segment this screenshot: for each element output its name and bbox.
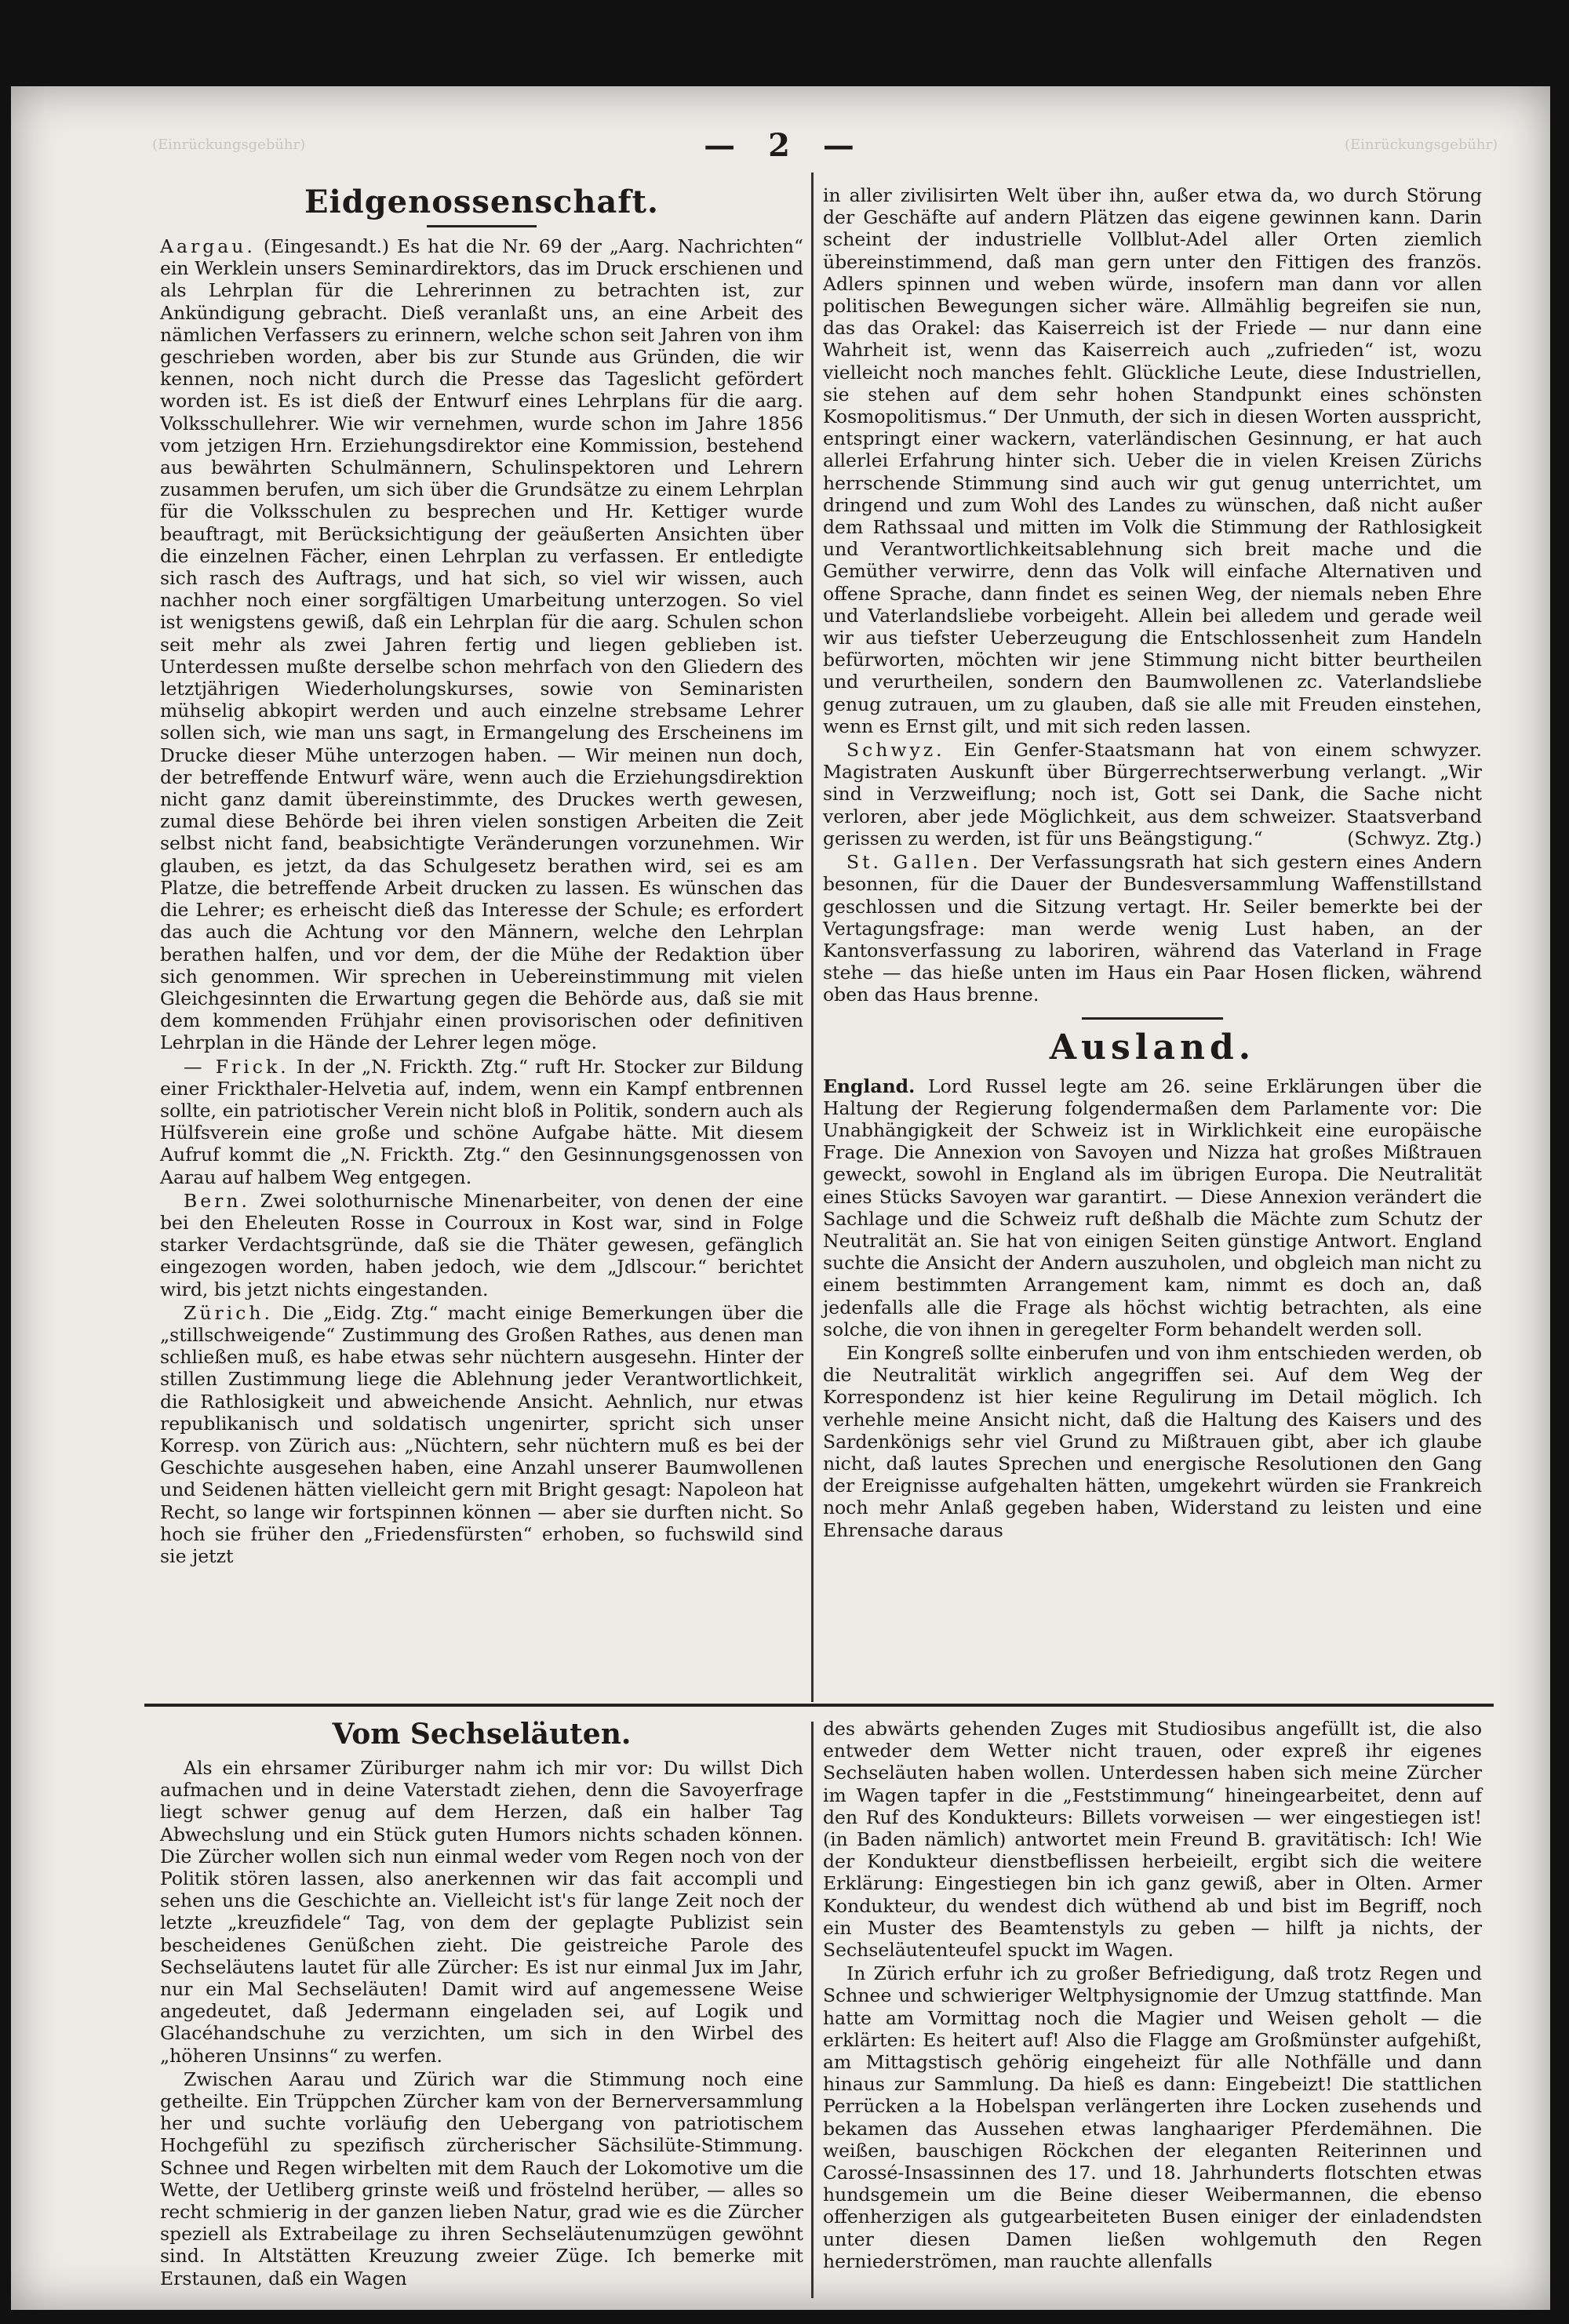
article-paragraph: in aller zivilisirten Welt über ihn, außer etwa da, wo durch Störung der Geschäfte auf andern Plätzen das eigene gewinnen kann. Darin scheint der industrielle Vollblut-Adel aller Orten ziemlich übereinstimmend, daß man gern unter den Fittigen des französ. Adlers spinnen und weben würde, insofern man dann vor allen politischen Bewegungen sicher wäre. Allmählig begreifen sie nun, das das Orakel: das Kaiserreich ist der Friede — nur dann eine Wahrheit ist, wenn das Kaiserreich auch „zufrieden“ ist, wozu vielleicht noch manches fehlt. Glückliche Leute, diese Industriellen, sie stehen auf dem sehr hohen Standpunkt eines schönsten Kosmopolitismus.“ Der Unmuth, der sich in diesen Worten ausspricht, entspringt einer wackern, vaterländischen Gesinnung, er hat auch allerlei Erfahrung hinter sich. Ueber die in vielen Kreisen Zürichs herrschende Stimmung sind auch wir gut genug unterrichtet, um dringend und zum Wohl des Landes zu wünschen, daß nicht außer dem Rathssaal und mitten im Volk die Stimmung der Rathlosigkeit und Verantwortlichkeitsablehnung sich breit mache und die Gemüther verwirre, denn das Volk will einfache Alternativen und offene Sprache, dann findet es seinen Weg, der niemals neben Ehre und Vaterlandsliebe vorbeigeht. Allein bei alledem und gerade weil wir aus tiefster Ueberzeugung die Entschlossenheit zum Handeln befürworten, möchten wir jene Stimmung nicht bitter beurtheilen und verurtheilen, sondern den Baumwollenen zc. Vaterlandsliebe genug zutrauen, um zu glauben, daß sie alle mit Freuden einstehen, wenn es Ernst gilt, und mit sich reden lassen.: [823, 184, 1482, 737]
article-paragraph: Ein Kongreß sollte einberufen und von ihm entschieden werden, ob die Neutralität wirklich angegriffen sei. Auf dem Weg der Korrespondenz ist hier keine Regulirung im Detail möglich. Ich verhehle meine Ansicht nicht, daß die Haltung des Kaisers und des Sardenkönigs sehr viel Grund zu Mißtrauen gibt, aber ich glaube nicht, daß lautes Sprechen und energische Resolutionen den Gang der Ereignisse aufgehalten hätten, umgekehrt würden sie Frankreich noch mehr Anlaß gegeben haben, Widerstand zu leisten und eine Ehrensache daraus: [823, 1341, 1482, 1541]
feuilleton-paragraph: Zwischen Aarau und Zürich war die Stimmung noch eine getheilte. Ein Trüppchen Zürcher kam von der Bernerversammlung her und suchte vorläufig den Uebergang von patriotischem Hochgefühl zu spezifisch zürcherischer Sächsilüte-Stimmung. Schnee und Regen wirbelten mit dem Rauch der Lokomotive um die Wette, der Uetliberg grinste weiß und fröstelnd herüber, — alles so recht schmierig in der ganzen lieben Natur, grad wie es die Zürcher speziell als Extrabeilage zu ihren Sechseläutenumzügen gewöhnt sind. In Altstätten Kreuzung zweier Züge. Ich bemerke mit Erstaunen, daß ein Wagen: [160, 2068, 803, 2289]
left-column: [160, 173, 803, 1569]
feuilleton-rule: [144, 1704, 1494, 1707]
section-rule: [1082, 1017, 1223, 1020]
section-heading: Ausland.: [1049, 1027, 1256, 1067]
heading-rule: [427, 225, 537, 227]
column-rule: [811, 173, 814, 1702]
section-heading: Eidgenossenschaft.: [304, 184, 659, 220]
article-paragraph: Aargau. (Eingesandt.) Es hat die Nr. 69 der „Aarg. Nachrichten“ ein Werklein unsers Seminardirektors, das im Druck erschienen und als Lehrplan für die Lehrerinnen zu betrachten ist, zur Ankündigung gebracht. Dieß veranlaßt uns, an eine Arbeit des nämlichen Verfassers zu erinnern, welche schon seit Jahren von ihm geschrieben worden, aber bis zur Stunde aus Gründen, die wir kennen, noch nicht durch die Presse das Tageslicht gefördert worden ist. Es ist dieß der Entwurf eines Lehrplans für die aarg. Volksschullehrer. Wie wir vernehmen, wurde schon im Jahre 1856 vom jetzigen Hrn. Erziehungsdirektor eine Kommission, bestehend aus bewährten Schulmännern, Schulinspektoren und Lehrern zusammen berufen, um sich über die Grundsätze zu einem Lehrplan für die Volksschulen zu besprechen und Hr. Kettiger wurde beauftragt, mit Berücksichtigung der geäußerten Ansichten über die einzelnen Fächer, einen Lehrplan zu verfassen. Er entledigte sich rasch des Auftrags, und hat sich, so viel wir wissen, auch nachher noch einer sorgfältigen Umarbeitung unterzogen. So viel ist wenigstens gewiß, daß ein Lehrplan für die aarg. Schulen schon seit mehr als zwei Jahren fertig und liegen geblieben ist. Unterdessen mußte derselbe schon mehrfach von den Gliedern des letztjährigen Wiederholungskurses, sowie von Seminaristen mühselig abkopirt werden und auch einzelne strebsame Lehrer sollen sich, wie man uns sagt, in Ermangelung des Erscheinens im Drucke dieser Mühe unterzogen haben. — Wir meinen nun doch, der betreffende Entwurf wäre, wenn auch die Erziehungsdirektion nicht ganz damit übereinstimmte, des Druckes werth gewesen, zumal diese Behörde bei ihren vielen sonstigen Arbeiten die Zeit selbst nicht fand, beabsichtigte Veränderungen vorzunehmen. Wir glauben, es jetzt, da das Schulgesetz berathen wird, sei es am Platze, die betreffende Arbeit drucken zu lassen. Es wünschen das die Lehrer; es erheischt dieß das Interesse der Schule; es erfordert das auch die Achtung vor den Männern, welche den Lehrplan berathen halfen, und vor dem, der die Mühe der Redaktion über sich genommen. Wir sprechen in Uebereinstimmung mit vielen Gleichgesinnten die Erwartung gegen die Behörde aus, daß sie mit dem kommenden Frühjahr einen provisorischen oder definitiven Lehrplan in die Hände der Lehrer legen möge.: [160, 235, 803, 1054]
feuilleton-paragraph: des abwärts gehenden Zuges mit Studiosibus angefüllt ist, die also entweder dem Wetter nicht trauen, oder expreß ihr eigenes Sechseläuten haben wollen. Unterdessen haben sich meine Zürcher im Wagen tapfer in die „Feststimmung“ hineingearbeitet, denn auf den Ruf des Kondukteurs: Billets vorweisen — wer eingestiegen ist! (in Baden nämlich) antwortet mein Freund B. gravitätisch: Ich! Wie der Kondukteur dienstbeflissen herbeieilt, ergibt sich die weitere Erklärung: Eingestiegen bin ich ganz gewiß, aber in Olten. Armer Kondukteur, du wendest dich wüthend ab und bist im Begriff, noch ein Muster des Beamtenstyls zu geben — hilft ja nichts, der Sechseläutenteufel spuckt im Wagen.: [823, 1718, 1482, 1962]
feuilleton-left-column: [160, 1718, 803, 2291]
feuilleton-paragraph: Als ein ehrsamer Züriburger nahm ich mir vor: Du willst Dich aufmachen und in deine Vaterstadt ziehen, denn die Savoyerfrage liegt schwer genug auf dem Herzen, daß ein halber Tag Abwechslung und ein Stück guten Humors nichts schaden können. Die Zürcher wollen sich nun einmal weder vom Regen noch von der Politik stören lassen, also anerkennen wir das fait accompli und sehen uns die Geschichte an. Vielleicht ist's für lange Zeit noch der letzte „kreuzfidele“ Tag, von dem der geplagte Publizist sein bescheidenes Genüßchen zieht. Die geistreiche Parole des Sechseläutens lautet für alle Zürcher: Es ist nur einmal Jux im Jahr, nur ein Mal Sechseläuten! Damit wird auf angemessene Weise angedeutet, daß Jedermann eingeladen sei, auf Logik und Glacéhandschuhe zu verzichten, um sich in den Wirbel des „höheren Unsinns“ zu werfen.: [160, 1757, 803, 2067]
dateline: England.: [823, 1075, 916, 1097]
dateline: St. Gallen.: [846, 851, 981, 874]
article-paragraph: Bern. Zwei solothurnische Minenarbeiter, von denen der eine bei den Eheleuten Rosse in Courroux in Kost war, sind in Folge starker Verdachtsgründe, daß sie die Thäter gewesen, gefänglich eingezogen worden, haben jedoch, wie dem „Jdlscour.“ berichtet wird, bis jetzt nichts eingestanden.: [160, 1189, 803, 1300]
page-number: — 2 —: [704, 127, 865, 164]
article-paragraph: — Frick. In der „N. Frickth. Ztg.“ ruft Hr. Stocker zur Bildung einer Frickthaler-Helvetia auf, indem, wenn ein Kampf entbrennen sollte, ein patriotischer Verein nicht bloß in Politik, sondern auch als Hülfsverein eine große und schöne Aufgabe hätte. Mit diesem Aufruf kommt die „N. Frickth. Ztg.“ den Gesinnungsgenossen von Aarau auf halbem Weg entgegen.: [160, 1055, 803, 1188]
dateline: Schwyz.: [846, 739, 945, 762]
article-paragraph: St. Gallen. Der Verfassungsrath hat sich gestern eines Andern besonnen, für die Dauer der Bundesversammlung Waffenstillstand geschlossen und die Sitzung vertagt. Hr. Seiler bemerkte bei der Vertagungsfrage: man werde wenig Lust haben, an der Kantonsverfassung zu laboriren, während das Vaterland in Frage stehe — das hieße unten im Haus ein Paar Hosen flicken, während oben das Haus brenne.: [823, 851, 1483, 1006]
article-paragraph: Schwyz. Ein Genfer-Staatsmann hat von einem schwyzer. Magistraten Auskunft über Bürgerrechtserwerbung verlangt. „Wir sind in Verzweiflung; noch ist, Gott sei Dank, die Sache nicht verloren, aber jede Möglichkeit, aus dem schweizer. Staatsverband gerissen zu werden, ist für uns Beängstigung.“ (Schwyz. Ztg.): [823, 739, 1482, 849]
source-citation: (Schwyz. Ztg.): [1347, 827, 1482, 849]
dateline: Bern.: [184, 1189, 251, 1212]
article-paragraph: England. Lord Russel legte am 26. seine Erklärungen über die Haltung der Regierung folgendermaßen dem Parlamente vor: Die Unabhängigkeit der Schweiz ist in Wirklichkeit eine europäische Frage. Die Annexion von Savoyen und Nizza hat großes Mißtrauen geweckt, sowohl in England als im übrigen Europa. Die Neutralität eines Stücks Savoyen war garantirt. — Diese Annexion verändert die Sachlage und die Schweiz ruft deßhalb die Mächte zum Schutz der Neutralität an. Sie hat von einigen Seiten günstige Antwort. England suchte die Ansicht der Andern auszuholen, und obgleich man nicht zu einem bestimmten Arrangement kam, nimmt es doch an, daß jedenfalls alle die Frage als höchst wichtig betrachten, als eine solche, die von ihnen in geregelter Form behandelt werden soll.: [823, 1075, 1482, 1340]
feuilleton-paragraph: In Zürich erfuhr ich zu großer Befriedigung, daß trotz Regen und Schnee und schwieriger Weltphysignomie der Umzug stattfinde. Man hatte am Vormittag noch die Magier und Weisen geholt — die erklärten: Es heitert auf! Also die Flagge am Großmünster aufgehißt, am Mittagstisch gehörig eingeheizt für alle Nothfälle und dann hinaus zur Sammlung. Da hieß es dann: Eingebeizt! Die stattlichen Perrücken a la Hobelspan verlängerten ihre Locken zusehends und bekamen das Aussehen etwas langhaariger Pferdemähnen. Die weißen, bauschigen Röckchen der eleganten Reiterinnen und Carossé-Insassinnen des 17. und 18. Jahrhunderts flotschten etwas hundsgemein um die Beine dieser Weibermannen, die ebenso offenherzigen als gutgearbeiteten Busen einiger der einladendsten unter diesen Damen ließen wohlgemuth den Regen herniederströmen, man rauchte allenfalls: [823, 1962, 1482, 2272]
dateline: Zürich.: [184, 1301, 273, 1324]
dateline: — Frick.: [184, 1055, 289, 1078]
feuilleton-heading: Vom Sechseläuten.: [332, 1718, 632, 1751]
dateline: Aargau.: [160, 235, 256, 257]
bleed-through-text: (Einrückungsgebühr): [1345, 136, 1498, 153]
right-column: [823, 184, 1482, 1543]
newspaper-page: [11, 86, 1550, 2310]
column-rule: [811, 1722, 814, 2298]
article-paragraph: Zürich. Die „Eidg. Ztg.“ macht einige Bemerkungen über die „stillschweigende“ Zustimmung des Großen Rathes, aus denen man schließen muß, es habe etwas sehr nüchtern ausgesehn. Hinter der stillen Zustimmung liege die Ablehnung jeder Verantwortlichkeit, die Rathlosigkeit und abweichende Ansicht. Aehnlich, nur etwas republikanisch und soldatisch ungenirter, spricht sich unser Korresp. von Zürich aus: „Nüchtern, sehr nüchtern muß es bei der Geschichte ausgesehen haben, eine Anzahl unserer Baumwollenen und Seidenen hätten vielleicht gern mit Bright gesagt: Napoleon hat Recht, so lange wir fortspinnen können — aber sie durften nicht. So hoch sie früher den „Friedensfürsten“ erhoben, so fuchswild sind sie jetzt: [160, 1301, 803, 1567]
bleed-through-text: (Einrückungsgebühr): [152, 136, 306, 153]
feuilleton-right-column: [823, 1718, 1482, 2274]
